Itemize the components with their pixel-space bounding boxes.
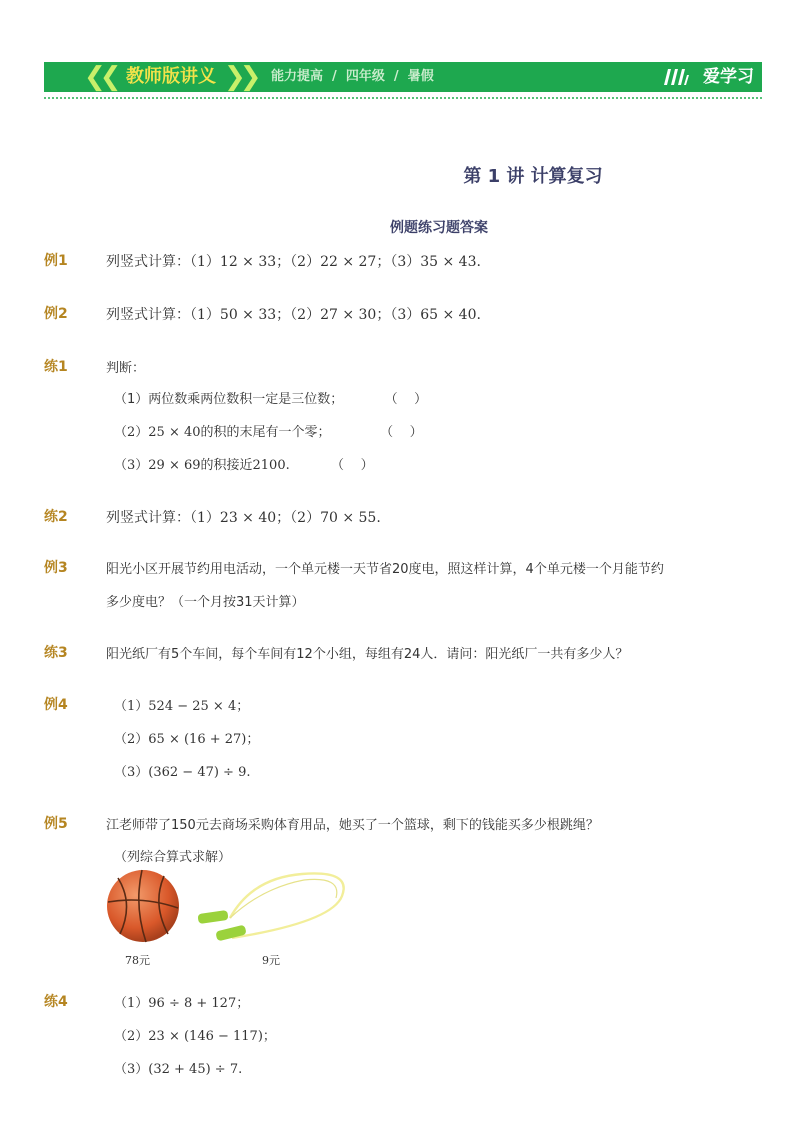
ex4-sub-1: （1）524 − 25 × 4；: [114, 699, 250, 714]
double-chevron-left-icon: ❮❮: [84, 62, 116, 92]
item-text-ex3-line2: 多少度电？（一个月按31天计算）: [106, 595, 305, 610]
double-chevron-right-icon: ❯❯: [224, 62, 256, 92]
item-label-ex2: 例2: [44, 306, 68, 322]
brand-name: 爱学习: [703, 67, 754, 87]
basketball-icon: [104, 868, 182, 944]
pr4-sub-3: （3）(32 + 45) ÷ 7.: [114, 1062, 243, 1077]
pr1-sub-3: （3）29 × 69的积接近2100. （ ）: [114, 458, 374, 473]
header-divider: [44, 97, 762, 99]
item-text-pr2: 列竖式计算：（1）23 × 40；（2）70 × 55.: [106, 510, 381, 526]
brand-logo-icon: [662, 67, 690, 87]
ex4-sub-3: （3）(362 − 47) ÷ 9.: [114, 765, 251, 780]
item-text-pr1: 判断：: [106, 361, 146, 376]
item-text-ex5: 江老师带了150元去商场采购体育用品，她买了一个篮球，剩下的钱能买多少根跳绳？: [106, 818, 599, 833]
banner-title: 教师版讲义: [126, 66, 216, 87]
banner-subtitle: 能力提高 / 四年级 / 暑假: [271, 69, 434, 84]
item-label-pr3: 练3: [44, 645, 68, 661]
header-banner: [44, 62, 762, 92]
pr4-sub-2: （2）23 × (146 − 117)；: [114, 1029, 276, 1044]
ex4-sub-2: （2）65 × (16 + 27)；: [114, 732, 260, 747]
basketball-price: 78元: [125, 954, 150, 967]
item-text-ex2: 列竖式计算：（1）50 × 33；（2）27 × 30；（3）65 × 40.: [106, 307, 481, 323]
item-label-pr4: 练4: [44, 994, 68, 1010]
page-title: 第 1 讲 计算复习: [463, 166, 603, 187]
item-text-pr3: 阳光纸厂有5个车间，每个车间有12个小组，每组有24人．请问：阳光纸厂一共有多少人？: [106, 647, 629, 662]
item-label-pr2: 练2: [44, 509, 68, 525]
jump-rope-price: 9元: [262, 954, 280, 967]
item-label-pr1: 练1: [44, 359, 68, 375]
item-label-ex3: 例3: [44, 560, 68, 576]
item-text-ex3-line1: 阳光小区开展节约用电活动，一个单元楼一天节省20度电，照这样计算，4个单元楼一个月能节约: [106, 562, 664, 577]
item-text-ex1: 列竖式计算：（1）12 × 33；（2）22 × 27；（3）35 × 43.: [106, 254, 481, 270]
item-label-ex1: 例1: [44, 253, 68, 269]
pr1-sub-2: （2）25 × 40的积的末尾有一个零； （ ）: [114, 425, 423, 440]
pr4-sub-1: （1）96 ÷ 8 + 127；: [114, 996, 250, 1011]
item-note-ex5: （列综合算式求解）: [114, 850, 232, 865]
item-label-ex5: 例5: [44, 816, 68, 832]
pr1-sub-1: （1）两位数乘两位数积一定是三位数； （ ）: [114, 392, 428, 407]
item-label-ex4: 例4: [44, 697, 68, 713]
page-subtitle: 例题练习题答案: [390, 220, 488, 236]
jump-rope-icon: [192, 868, 352, 948]
